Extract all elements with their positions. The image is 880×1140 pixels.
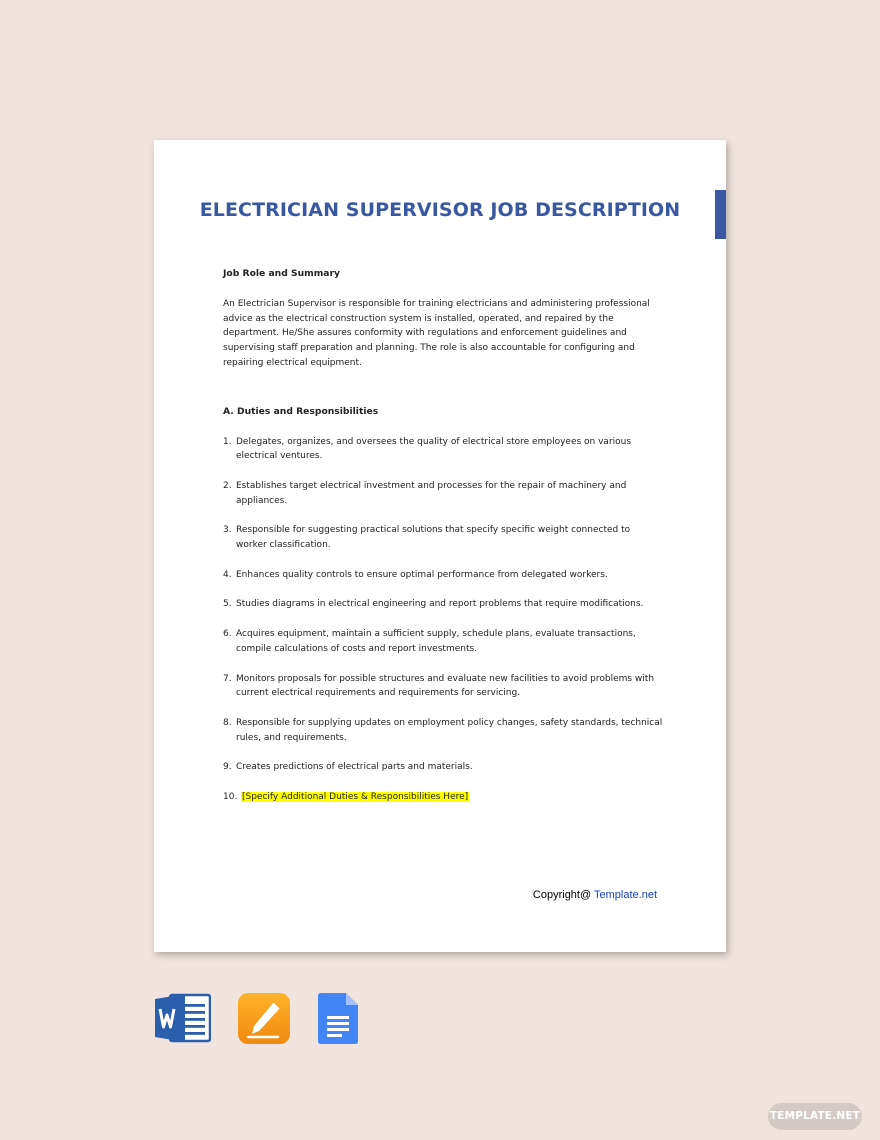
placeholder-highlight: [Specify Additional Duties & Responsibilities Here]: [242, 792, 469, 803]
item-number: 1.: [223, 436, 232, 447]
document-body: [223, 268, 663, 820]
item-text: Responsible for suggesting practical solutions that specify specific weight connected to worker classification.: [236, 525, 631, 551]
item-number: 2.: [223, 480, 232, 491]
item-number: 9.: [223, 762, 232, 773]
duties-list: [223, 435, 663, 805]
item-text: Studies diagrams in electrical engineering and report problems that require modifications.: [236, 599, 644, 610]
template-link[interactable]: Template.net: [594, 889, 657, 901]
item-number: 10.: [223, 792, 238, 803]
list-item: [223, 597, 663, 612]
item-text: Acquires equipment, maintain a sufficient supply, schedule plans, evaluate transactions, compile calculations of costs and report investments.: [236, 629, 636, 654]
list-item: [223, 523, 663, 552]
item-number: 6.: [223, 629, 232, 640]
pages-icon[interactable]: [238, 993, 290, 1044]
list-item: [223, 568, 663, 583]
list-item: [223, 716, 663, 745]
google-docs-icon[interactable]: [318, 993, 358, 1044]
copyright: [533, 889, 657, 901]
summary-paragraph: An Electrician Supervisor is responsible for training electricians and administering professional advice as the electrical construction system is installed, operated, and repaired by the department. He/She assures conformity with regulations and enforcement guidelines and supervising staff preparation and planning. The role is also accountable for configuring and repairing electrical equipment.: [223, 299, 650, 368]
document-page: [154, 140, 726, 952]
item-text: Responsible for supplying updates on employment policy changes, safety standards, technical rules, and requirements.: [236, 717, 663, 743]
list-item: [223, 479, 663, 508]
item-number: 8.: [223, 717, 232, 728]
duties-heading: A. Duties and Responsibilities: [223, 405, 379, 417]
list-item: [223, 435, 663, 464]
item-number: 5.: [223, 599, 232, 610]
item-text: Delegates, organizes, and oversees the quality of electrical store employees on various electrical ventures.: [236, 436, 632, 462]
item-text: Creates predictions of electrical parts and materials.: [236, 762, 473, 773]
list-item: [223, 760, 663, 775]
job-role-heading: Job Role and Summary: [223, 268, 341, 279]
list-item: [223, 790, 663, 805]
word-icon[interactable]: [155, 993, 211, 1043]
copyright-label: Copyright@: [532, 889, 592, 901]
item-number: 4.: [223, 569, 232, 580]
watermark-badge: TEMPLATE.NET: [768, 1103, 862, 1130]
item-number: 3.: [223, 525, 232, 536]
accent-bar-right: [715, 190, 726, 239]
document-title: ELECTRICIAN SUPERVISOR JOB DESCRIPTION: [199, 199, 681, 221]
list-item: [223, 627, 663, 656]
item-text: Monitors proposals for possible structures and evaluate new facilities to avoid problems with current electrical requirements and requirements for servicing.: [236, 673, 655, 699]
item-text: Establishes target electrical investment and processes for the repair of machinery and appliances.: [236, 480, 627, 506]
item-text: Enhances quality controls to ensure optimal performance from delegated workers.: [236, 569, 608, 580]
list-item: [223, 672, 663, 701]
item-number: 7.: [223, 673, 232, 684]
